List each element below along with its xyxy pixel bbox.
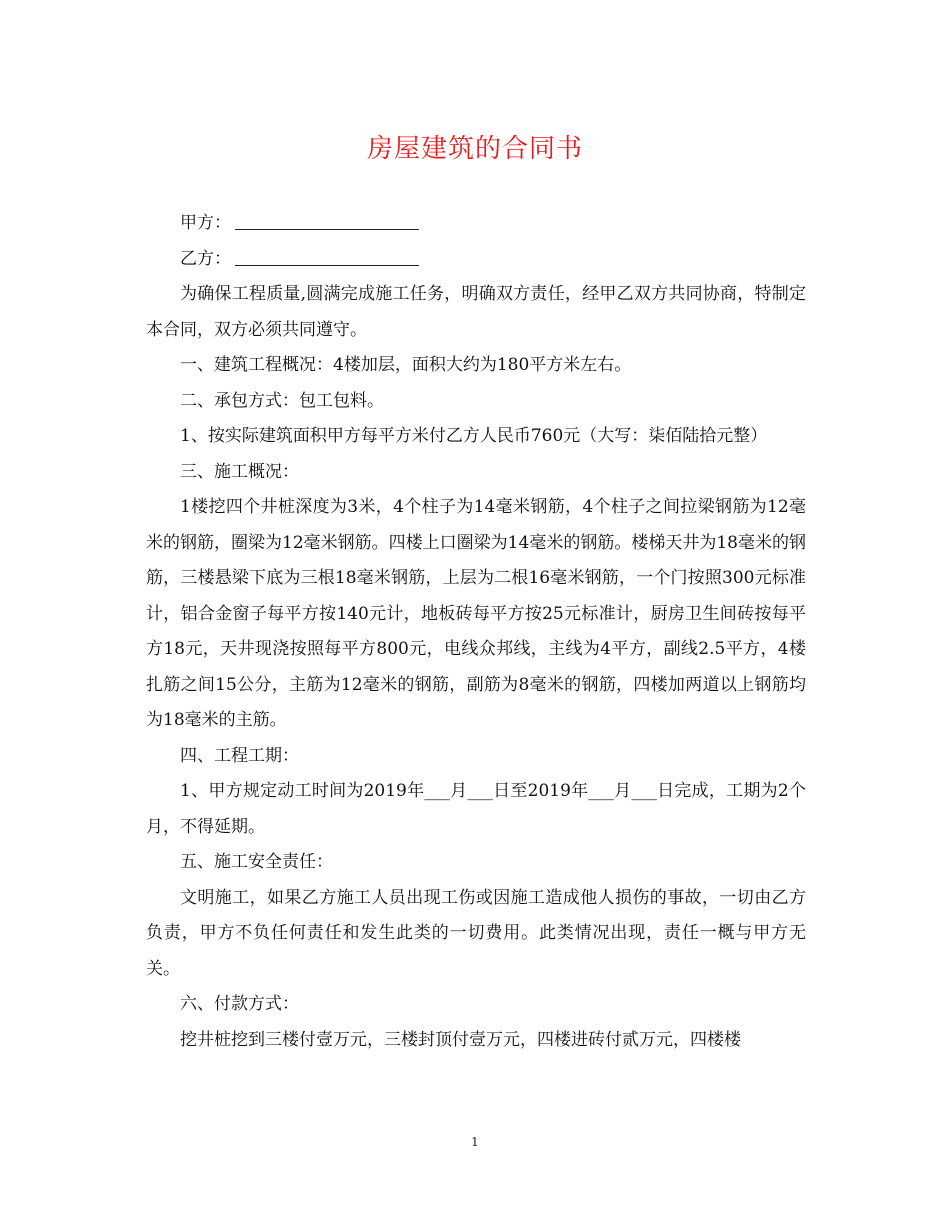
paragraph: 1、按实际建筑面积甲方每平方米付乙方人民币760元（大写：柒佰陆拾元整） — [180, 426, 768, 446]
document-title: 房屋建筑的合同书 — [366, 134, 583, 164]
paragraph: 四、工程工期： — [180, 745, 299, 766]
paragraph: 1楼挖四个井桩深度为3米，4个柱子为14毫米钢筋，4个柱子之间拉梁钢筋为12毫米的钢筋，圈梁为12毫米钢筋。四楼上口圈梁为14毫米的钢筋。楼梯天井为18毫米的钢筋，三楼悬梁下底为三根18毫米钢筋，上层为二根16毫米钢筋，一个门按照300元标准计，铝合金窗子每平方按140元计，地板砖每平方按25元标准计，厨房卫生间砖按每平方18元，天井现浇按照每平方800元，电线众邦线，主线为4平方，副线2.5平方，4楼扎筋之间15公分，主筋为12毫米的钢筋，副筋为8毫米的钢筋，四楼加两道以上钢筋均为18毫米的主筋。 — [146, 497, 806, 730]
party-a-line — [146, 206, 806, 242]
document-body — [146, 206, 806, 1058]
paragraph: 一、建筑工程概况：4楼加层，面积大约为180平方米左右。 — [180, 355, 632, 375]
paragraph: 二、承包方式：包工包料。 — [180, 390, 384, 411]
paragraph: 五、施工安全责任： — [180, 852, 333, 872]
party-b-line — [146, 242, 806, 278]
page-number: 1 — [471, 1135, 479, 1149]
paragraph: 1、甲方规定动工时间为2019年___月___日至2019年___月___日完成，工期为2个月，不得延期。 — [146, 781, 806, 837]
paragraph: 三、施工概况： — [180, 461, 299, 482]
paragraph: 挖井桩挖到三楼付壹万元，三楼封顶付壹万元，四楼进砖付贰万元，四楼楼 — [180, 1029, 741, 1050]
party-a-label: 甲方： — [180, 213, 231, 233]
paragraph: 文明施工，如果乙方施工人员出现工伤或因施工造成他人损伤的事故，一切由乙方负责，甲方不负任何责任和发生此类的一切费用。此类情况出现，责任一概与甲方无关。 — [146, 887, 806, 979]
party-a-blank — [235, 211, 419, 230]
paragraph: 六、付款方式： — [180, 994, 299, 1014]
party-b-label: 乙方： — [180, 248, 231, 269]
paragraph: 为确保工程质量,圆满完成施工任务，明确双方责任，经甲乙双方共同协商，特制定本合同，双方必须共同遵守。 — [146, 284, 806, 340]
party-b-blank — [235, 247, 419, 266]
